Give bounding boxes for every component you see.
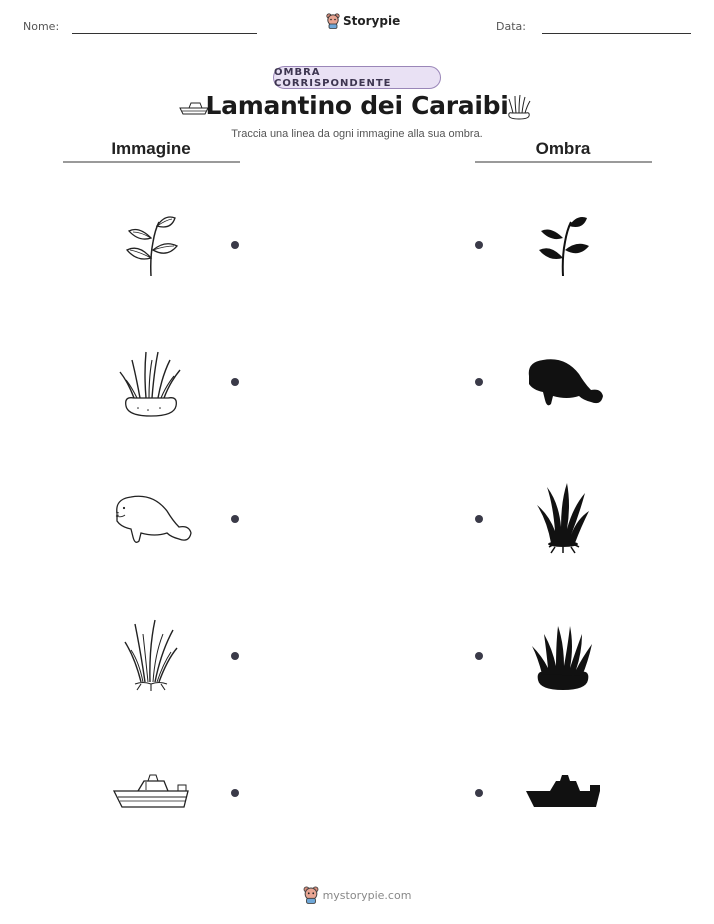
plant-icon [121, 212, 181, 278]
column-header-shadow: Ombra [535, 139, 591, 158]
right-connect-dot-5[interactable] [475, 789, 483, 797]
right-connect-dot-3[interactable] [475, 515, 483, 523]
date-line[interactable] [542, 33, 691, 34]
right-connect-dot-2[interactable] [475, 378, 483, 386]
left-connect-dot-5[interactable] [231, 789, 239, 797]
seagrass-decoration-icon [505, 93, 533, 121]
brand-name: Storypie [343, 14, 401, 28]
footer [0, 886, 714, 904]
column-underline-left [63, 161, 240, 163]
shadow-item-grass [518, 479, 608, 559]
right-connect-dot-1[interactable] [475, 241, 483, 249]
brand-logo [326, 13, 400, 29]
manatee-silhouette-icon [521, 350, 605, 414]
date-label: Data: [496, 20, 526, 33]
manatee-icon [109, 487, 193, 551]
bear-mascot-icon [326, 13, 340, 29]
plant-silhouette-icon [533, 212, 593, 278]
shadow-item-plant [518, 205, 608, 285]
bear-mascot-footer-icon [303, 886, 319, 904]
image-item-seagrass [106, 342, 196, 422]
image-item-plant [106, 205, 196, 285]
activity-badge: OMBRA CORRISPONDENTE [273, 66, 441, 89]
left-connect-dot-3[interactable] [231, 515, 239, 523]
left-connect-dot-4[interactable] [231, 652, 239, 660]
image-item-manatee [106, 479, 196, 559]
name-label: Nome: [23, 20, 60, 33]
column-underline-right [475, 161, 652, 163]
page-title: Lamantino dei Caraibi [205, 91, 509, 120]
seagrass-silhouette-icon [528, 620, 598, 692]
instructions: Traccia una linea da ogni immagine alla sua ombra. [231, 128, 483, 140]
name-line[interactable] [72, 33, 257, 34]
left-connect-dot-2[interactable] [231, 378, 239, 386]
right-connect-dot-4[interactable] [475, 652, 483, 660]
grass-silhouette-icon [533, 481, 593, 557]
column-header-image: Immagine [111, 139, 191, 158]
footer-website[interactable]: mystorypie.com [322, 888, 412, 902]
seagrass-icon [116, 346, 186, 418]
grass-icon [121, 618, 181, 694]
boat-silhouette-icon [524, 773, 602, 813]
boat-icon [112, 773, 190, 813]
shadow-item-boat [518, 753, 608, 833]
image-item-grass [106, 616, 196, 696]
shadow-item-manatee [518, 342, 608, 422]
image-item-boat [106, 753, 196, 833]
left-connect-dot-1[interactable] [231, 241, 239, 249]
shadow-item-seagrass [518, 616, 608, 696]
